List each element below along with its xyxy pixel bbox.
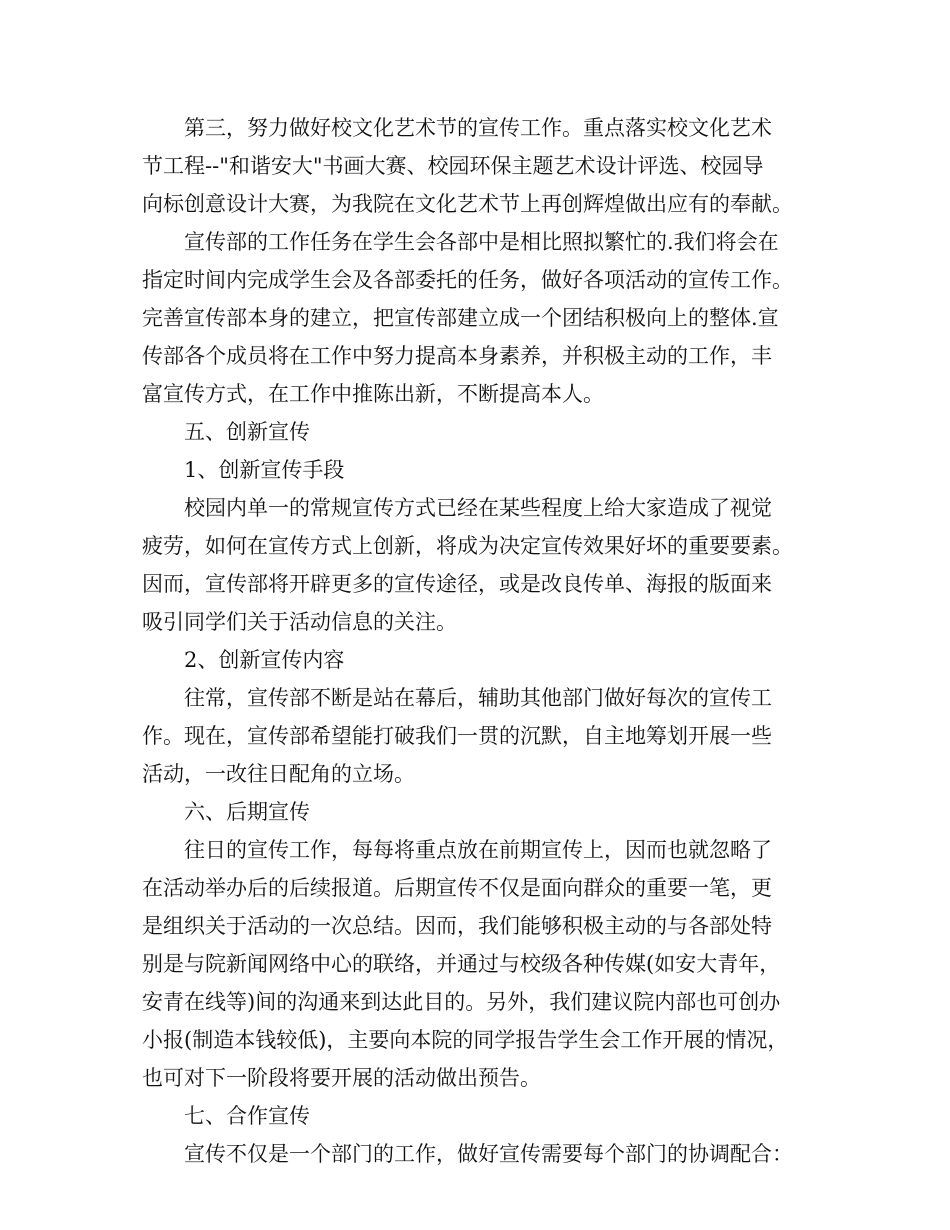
section-heading: 七、合作宣传 (184, 1104, 310, 1128)
text-line: 作。现在，宣传部希望能打破我们一贯的沉默，自主地筹划开展一些 (142, 724, 772, 748)
text-line: 往常，宣传部不断是站在幕后，辅助其他部门做好每次的宣传工 (184, 686, 772, 710)
text-line: 吸引同学们关于活动信息的关注。 (142, 610, 457, 634)
text-line: 安青在线等)间的沟通来到达此目的。另外，我们建议院内部也可创办 (142, 990, 781, 1014)
text-line: 宣传部的工作任务在学生会各部中是相比照拟繁忙的.我们将会在 (184, 230, 779, 254)
text-line: 节工程--"和谐安大"书画大赛、校园环保主题艺术设计评选、校园导 (142, 154, 764, 178)
text-line: 完善宣传部本身的建立，把宣传部建立成一个团结积极向上的整体.宣 (142, 306, 779, 330)
text-line: 往日的宣传工作，每每将重点放在前期宣传上，因而也就忽略了 (184, 838, 772, 862)
subsection-heading: 1、创新宣传手段 (184, 458, 345, 482)
text-line: 小报(制造本钱较低)，主要向本院的同学报告学生会工作开展的情况， (142, 1028, 789, 1052)
text-line: 疲劳，如何在宣传方式上创新，将成为决定宣传效果好坏的重要要素。 (142, 534, 793, 558)
text-line: 宣传不仅是一个部门的工作，做好宣传需要每个部门的协调配合： (184, 1142, 793, 1166)
text-line: 在活动举办后的后续报道。后期宣传不仅是面向群众的重要一笔，更 (142, 876, 772, 900)
text-line: 指定时间内完成学生会及各部委托的任务，做好各项活动的宣传工作。 (142, 268, 793, 292)
subsection-heading: 2、创新宣传内容 (184, 648, 345, 672)
text-line: 也可对下一阶段将要开展的活动做出预告。 (142, 1066, 541, 1090)
text-line: 向标创意设计大赛，为我院在文化艺术节上再创辉煌做出应有的奉献。 (142, 192, 793, 216)
text-line: 因而，宣传部将开辟更多的宣传途径，或是改良传单、海报的版面来 (142, 572, 772, 596)
section-heading: 六、后期宣传 (184, 800, 310, 824)
text-line: 传部各个成员将在工作中努力提高本身素养，并积极主动的工作，丰 (142, 344, 772, 368)
text-line: 是组织关于活动的一次总结。因而，我们能够积极主动的与各部处特 (142, 914, 772, 938)
text-line: 别是与院新闻网络中心的联络，并通过与校级各种传媒(如安大青年， (142, 952, 781, 976)
text-line: 第三，努力做好校文化艺术节的宣传工作。重点落实校文化艺术 (184, 116, 772, 140)
text-line: 富宣传方式，在工作中推陈出新，不断提高本人。 (142, 382, 604, 406)
text-line: 活动，一改往日配角的立场。 (142, 762, 415, 786)
text-line: 校园内单一的常规宣传方式已经在某些程度上给大家造成了视觉 (184, 496, 772, 520)
section-heading: 五、创新宣传 (184, 420, 310, 444)
